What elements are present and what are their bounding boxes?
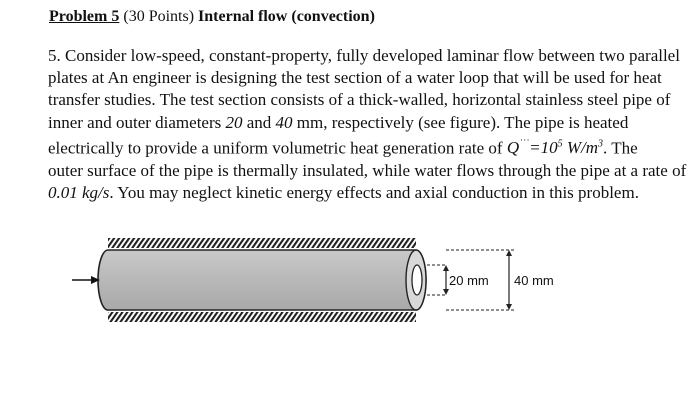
problem-statement xyxy=(48,45,688,204)
problem-heading xyxy=(49,6,375,28)
q-symbol: Q xyxy=(506,138,520,158)
inner-diameter-dimension xyxy=(427,265,449,295)
q-exponent: 5 xyxy=(557,138,563,150)
statement-line-1: 5. Consider low-speed, constant-property, fully developed laminar flow between two parallel xyxy=(48,46,680,65)
mass-flow-rate: 0.01 kg/s xyxy=(48,182,110,202)
text-segment: mm, respectively (see figure). The pipe is heated xyxy=(292,112,629,132)
q-unit-exponent: 3 xyxy=(598,138,603,150)
pipe-figure xyxy=(60,228,580,338)
pipe-body xyxy=(98,250,426,310)
text-segment: . The xyxy=(603,138,638,158)
inner-diameter-value: 20 xyxy=(225,112,243,132)
insulation-top xyxy=(108,238,416,248)
pipe-end-inner xyxy=(412,265,422,295)
statement-line-6: outer surface of the pipe is thermally insulated, while water flows through the pipe at a rate of xyxy=(48,160,687,180)
text-segment: inner and outer diameters xyxy=(48,112,226,132)
statement-line-2: plates at An engineer is designing the test section of a water loop that will be used for heat xyxy=(48,68,662,88)
text-segment: . You may neglect kinetic energy effects and axial conduction in this problem. xyxy=(109,182,639,202)
flow-arrow xyxy=(72,276,100,284)
insulation-bottom xyxy=(108,312,416,322)
statement-line-7 xyxy=(48,182,688,204)
problem-title: Internal flow (convection) xyxy=(198,8,375,25)
heat-generation-symbol xyxy=(507,138,603,157)
q-unit: W/m xyxy=(562,138,598,158)
q-equals: =10 xyxy=(529,138,558,158)
statement-line-4 xyxy=(48,112,688,134)
statement-line-3: transfer studies. The test section consists of a thick-walled, horizontal stainless steel pipe of xyxy=(48,90,671,110)
text-segment: electrically to provide a uniform volumetric heat generation rate of xyxy=(48,138,507,158)
inner-diameter-label: 20 mm xyxy=(449,273,489,288)
text-segment: and xyxy=(242,112,276,132)
outer-diameter-label: 40 mm xyxy=(514,273,554,288)
problem-number: Problem 5 xyxy=(49,8,120,25)
pipe-diagram xyxy=(60,228,580,338)
statement-line-5 xyxy=(48,134,688,160)
problem-points: (30 Points) xyxy=(123,8,195,25)
q-dots: ˙˙˙ xyxy=(519,138,530,150)
outer-diameter-value: 40 xyxy=(275,112,293,132)
